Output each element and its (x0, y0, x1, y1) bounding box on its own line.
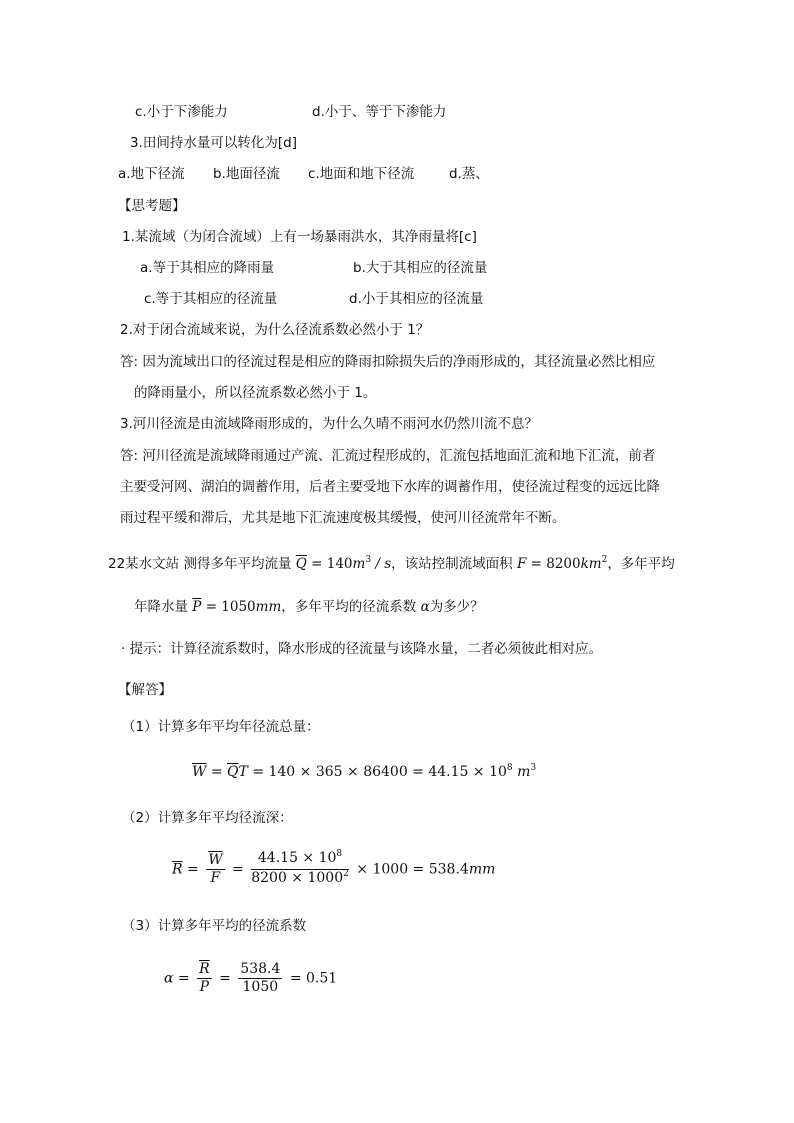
p22-area-formula: $F = 8200km^2$ (516, 555, 608, 572)
q3-option-a: a.地下径流 (118, 166, 185, 182)
step-3-title: （3）计算多年平均的径流系数 (122, 918, 307, 934)
r-over-p-fraction: $\frac{\overline{R}}{P}$ (199, 961, 210, 995)
runoff-depth-equation: $\overline{R}$ = $\frac{\overline{W}}{F}$ = $\frac{44.15 \times 10^8}{8200 \times 1000^2}$ × 1000 = 538.4mm (172, 850, 495, 889)
t3-answer-line-2: 主要受河网、湖泊的调蓄作用，后者主要受地下水库的调蓄作用，使径流过程变的远远比降 (120, 479, 660, 495)
t1-option-c: c.等于其相应的径流量 (144, 291, 278, 307)
problem-22-line-2 (134, 598, 484, 616)
problem-22-line-1 (108, 555, 675, 575)
w-over-f-fraction: $\frac{\overline{W}}{F}$ (208, 852, 223, 886)
runoff-volume-equation: $\overline{W} = \overline{Q}T = 140 \times 365 \times 86400 = 44.15 \times 10^8$ $m^3$ (192, 763, 537, 780)
p22-rain-text: ，多年平均 (607, 556, 675, 572)
q3-option-b: b.地面径流 (213, 166, 280, 182)
depth-fraction: $\frac{44.15 \times 10^8}{8200 \times 1000^2}$ (251, 849, 349, 886)
runoff-coefficient-equation: α = $\frac{\overline{R}}{P}$ = $\frac{538.4}{1050}$ = 0.51 (164, 961, 338, 995)
t1-option-b: b.大于其相应的径流量 (353, 260, 488, 276)
think-question-3: 3.河川径流是由流域降雨形成的，为什么久晴不雨河水仍然川流不息？ (120, 416, 538, 432)
question-3: 3.田间持水量可以转化为[d] (130, 135, 297, 151)
t3-answer-line-1: 答: 河川径流是流域降雨通过产流、汇流过程形成的，汇流包括地面汇流和地下汇流，前者 (120, 448, 656, 464)
p22-intro: 22某水文站 测得多年平均流量 (108, 556, 292, 572)
p22-precip-formula: $\overline{P} = 1050mm$ (192, 599, 282, 615)
p22-flow-formula: $\overline{Q} = 140m^3 / s$ (295, 555, 392, 572)
q3-option-d: d.蒸、 (449, 166, 489, 182)
t1-option-a: a.等于其相应的降雨量 (140, 260, 275, 276)
step-2-title: （2）计算多年平均径流深： (122, 810, 293, 826)
coefficient-fraction: $\frac{538.4}{1050}$ (240, 961, 281, 995)
t2-answer-line-1: 答: 因为流域出口的径流过程是相应的降雨扣除损失后的净雨形成的，其径流量必然比相应 (120, 354, 656, 370)
hint-text: · 提示：计算径流系数时，降水形成的径流量与该降水量，二者必须彼此相对应。 (121, 641, 603, 657)
t1-option-d: d.小于其相应的径流量 (349, 291, 484, 307)
option-d-text: d.小于、等于下渗能力 (312, 104, 447, 120)
q3-option-c: c.地面和地下径流 (308, 166, 415, 182)
p22-question-end: 为多少？ (429, 599, 484, 615)
option-c-text: c.小于下渗能力 (135, 104, 228, 120)
p22-precip-label: 年降水量 (134, 599, 188, 615)
think-heading: 【思考题】 (118, 198, 186, 214)
think-question-1: 1.某流域（为闭合流域）上有一场暴雨洪水，其净雨量将[c] (122, 229, 477, 245)
p22-area-text: ，该站控制流域面积 (391, 556, 513, 572)
step-1-title: （1）计算多年平均年径流总量： (122, 719, 320, 735)
p22-coef-text: ，多年平均的径流系数 (281, 599, 417, 615)
think-question-2: 2.对于闭合流域来说，为什么径流系数必然小于 1？ (120, 322, 430, 338)
t2-answer-line-2: 的降雨量小，所以径流系数必然小于 1。 (134, 385, 377, 401)
answer-heading: 【解答】 (118, 682, 172, 698)
t3-answer-line-3: 雨过程平缓和滞后，尤其是地下汇流速度极其缓慢，使河川径流常年不断。 (120, 510, 566, 526)
alpha-symbol: α (420, 599, 430, 615)
